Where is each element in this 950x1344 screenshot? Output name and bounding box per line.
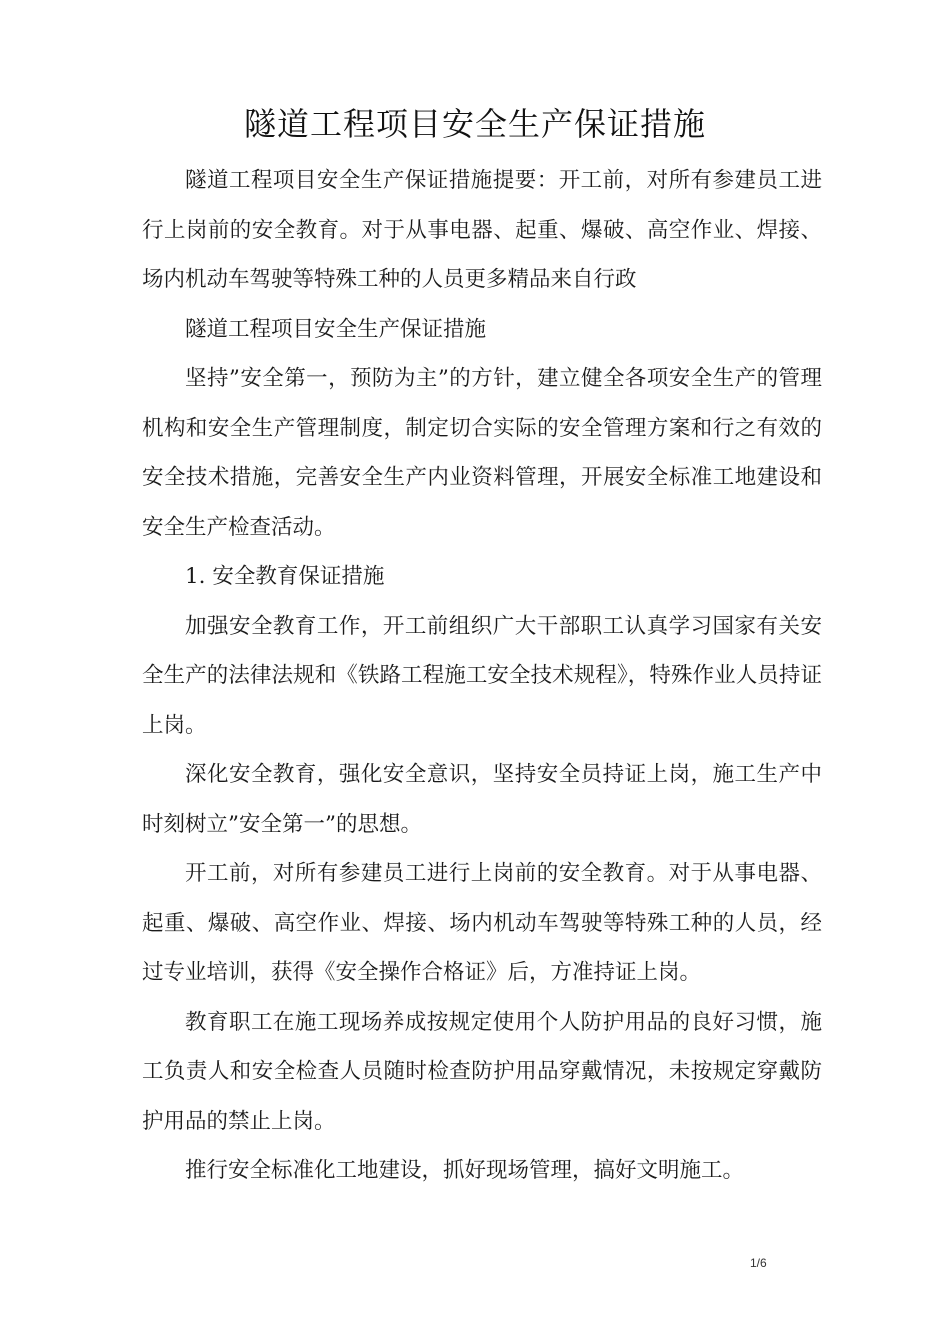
paragraph-standardization: 推行安全标准化工地建设，抓好现场管理，搞好文明施工。 <box>185 1158 745 1183</box>
paragraph-awareness: 深化安全教育，强化安全意识，坚持安全员持证上岗，施工生产中时刻树立”安全第一”的思想。 <box>142 762 822 837</box>
paragraph-training: 开工前，对所有参建员工进行上岗前的安全教育。对于从事电器、起重、爆破、高空作业、焊接、场内机动车驾驶等特殊工种的人员，经过专业培训，获得《安全操作合格证》后，方准持证上岗。 <box>142 861 822 985</box>
document-title: 隧道工程项目安全生产保证措施 <box>243 105 706 143</box>
paragraph-education: 加强安全教育工作，开工前组织广大干部职工认真学习国家有关安全生产的法律法规和《铁路工程施工安全技术规程》，特殊作业人员持证上岗。 <box>142 613 822 738</box>
section-heading: 1. 安全教育保证措施 <box>185 564 385 589</box>
paragraph-subtitle: 隧道工程项目安全生产保证措施 <box>185 316 487 342</box>
paragraph-policy: 坚持”安全第一，预防为主”的方针，建立健全各项安全生产的管理机构和安全生产管理制度，制定切合实际的安全管理方案和行之有效的安全技术措施，完善安全生产内业资料管理，开展安全标准工地建设和安全生产检查活动。 <box>142 366 822 540</box>
page-number: 1/6 <box>750 1256 767 1270</box>
document-body <box>142 156 822 1196</box>
paragraph-protection: 教育职工在施工现场养成按规定使用个人防护用品的良好习惯，施工负责人和安全检查人员随时检查防护用品穿戴情况，未按规定穿戴防护用品的禁止上岗。 <box>142 1009 822 1134</box>
paragraph-summary: 隧道工程项目安全生产保证措施提要：开工前，对所有参建员工进行上岗前的安全教育。对于从事电器、起重、爆破、高空作业、焊接、场内机动车驾驶等特殊工种的人员更多精品来自行政 <box>142 168 822 292</box>
